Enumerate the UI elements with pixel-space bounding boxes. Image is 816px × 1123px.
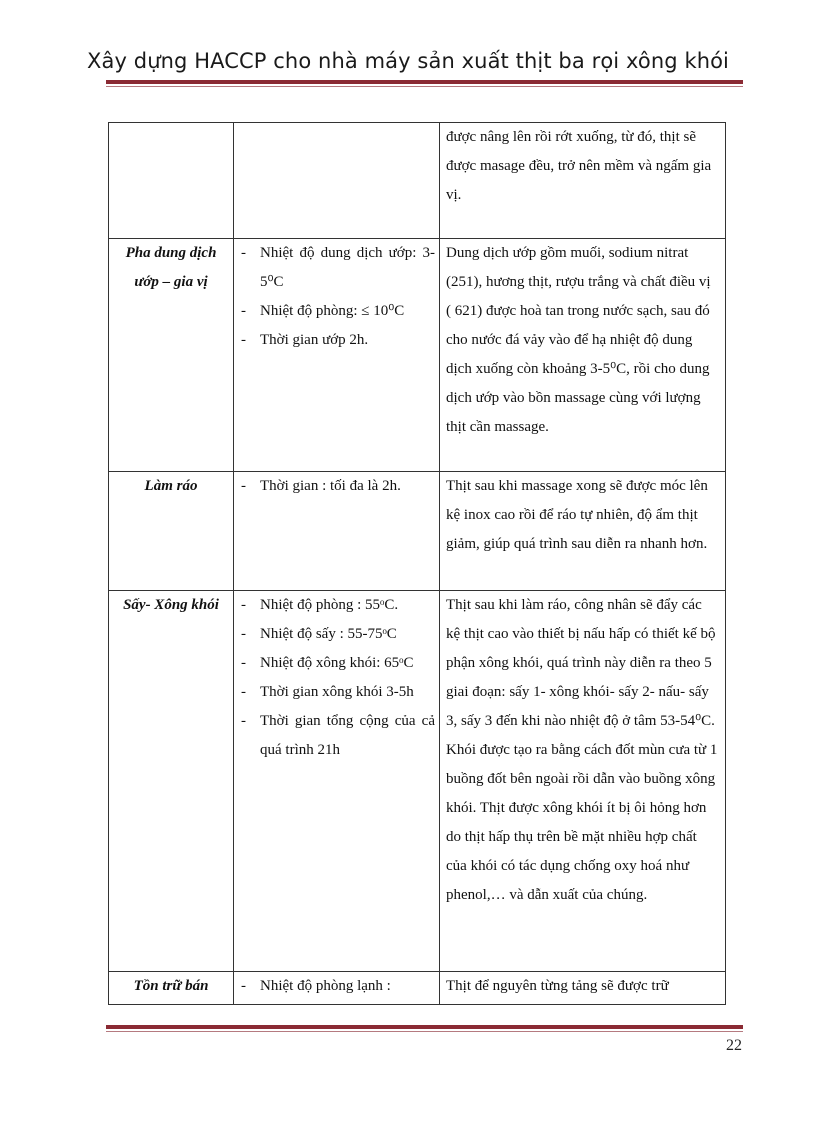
- step-parameters: [234, 972, 440, 1005]
- footer-rule-thin: [106, 1031, 743, 1032]
- step-description: Thịt sau khi massage xong sẽ được móc lên kệ inox cao rồi để ráo tự nhiên, độ ẩm thịt giảm, giúp quá trình sau diễn ra nhanh hơn.: [440, 472, 726, 591]
- step-description: Thịt sau khi làm ráo, công nhân sẽ đẩy các kệ thịt cao vào thiết bị nấu hấp có thiết kế bộ phận xông khói, quá trình này diễn ra theo 5 giai đoạn: sấy 1- xông khói- sấy 2- nấu- sấy 3, sấy 3 đến khi nào nhiệt độ ở tâm 53-54⁰C. Khói được tạo ra bằng cách đốt mùn cưa từ 1 buồng đốt bên ngoài rồi dẫn vào buồng xông khói. Thịt được xông khói ít bị ôi hỏng hơn do thịt hấp thụ trên bề mặt nhiều hợp chất của khói có tác dụng chống oxy hoá như phenol,… và dẫn xuất của chúng.: [440, 591, 726, 972]
- step-name: [109, 123, 234, 239]
- parameter-item: - Nhiệt độ xông khói: 65ᵒC: [240, 649, 435, 678]
- parameter-item: - Thời gian xông khói 3-5h: [240, 678, 435, 707]
- footer-rule: [106, 1025, 743, 1029]
- table-row: [109, 972, 726, 1005]
- parameter-item: - Thời gian tổng cộng của cả quá trình 21h: [240, 707, 435, 765]
- step-description: Thịt để nguyên từng tảng sẽ được trữ: [440, 972, 726, 1005]
- step-parameters: [234, 123, 440, 239]
- step-parameters: [234, 239, 440, 472]
- parameter-item: - Nhiệt độ phòng: ≤ 10⁰C: [240, 297, 435, 326]
- step-description: được nâng lên rồi rớt xuống, từ đó, thịt sẽ được masage đều, trở nên mềm và ngấm gia vị.: [440, 123, 726, 239]
- parameter-item: - Nhiệt độ phòng lạnh :: [240, 972, 435, 1001]
- step-parameters: [234, 591, 440, 972]
- parameter-item: - Nhiệt độ sấy : 55-75ᵒC: [240, 620, 435, 649]
- step-description: Dung dịch ướp gồm muối, sodium nitrat (251), hương thịt, rượu trắng và chất điều vị ( 621) được hoà tan trong nước sạch, sau đó cho nước đá vảy vào để hạ nhiệt độ dung dịch xuống còn khoảng 3-5⁰C, rồi cho dung dịch ướp vào bồn massage cùng với lượng thịt cần massage.: [440, 239, 726, 472]
- step-name: Tồn trữ bán: [109, 972, 234, 1005]
- parameter-item: - Thời gian ướp 2h.: [240, 326, 435, 355]
- page-header-title: Xây dựng HACCP cho nhà máy sản xuất thịt ba rọi xông khói: [87, 49, 729, 73]
- step-name: Làm ráo: [109, 472, 234, 591]
- step-name: Sấy- Xông khói: [109, 591, 234, 972]
- header-rule-thin: [106, 86, 743, 87]
- parameter-item: - Thời gian : tối đa là 2h.: [240, 472, 435, 501]
- parameter-item: - Nhiệt độ dung dịch ướp: 3-5⁰C: [240, 239, 435, 297]
- step-parameters: [234, 472, 440, 591]
- table-row: [109, 239, 726, 472]
- header-rule: [106, 80, 743, 84]
- parameter-item: - Nhiệt độ phòng : 55ᵒC.: [240, 591, 435, 620]
- step-name: Pha dung dịch ướp – gia vị: [109, 239, 234, 472]
- table-row: [109, 123, 726, 239]
- table-row: [109, 591, 726, 972]
- page-number: 22: [726, 1037, 742, 1054]
- process-table: [108, 122, 726, 1005]
- table-row: [109, 472, 726, 591]
